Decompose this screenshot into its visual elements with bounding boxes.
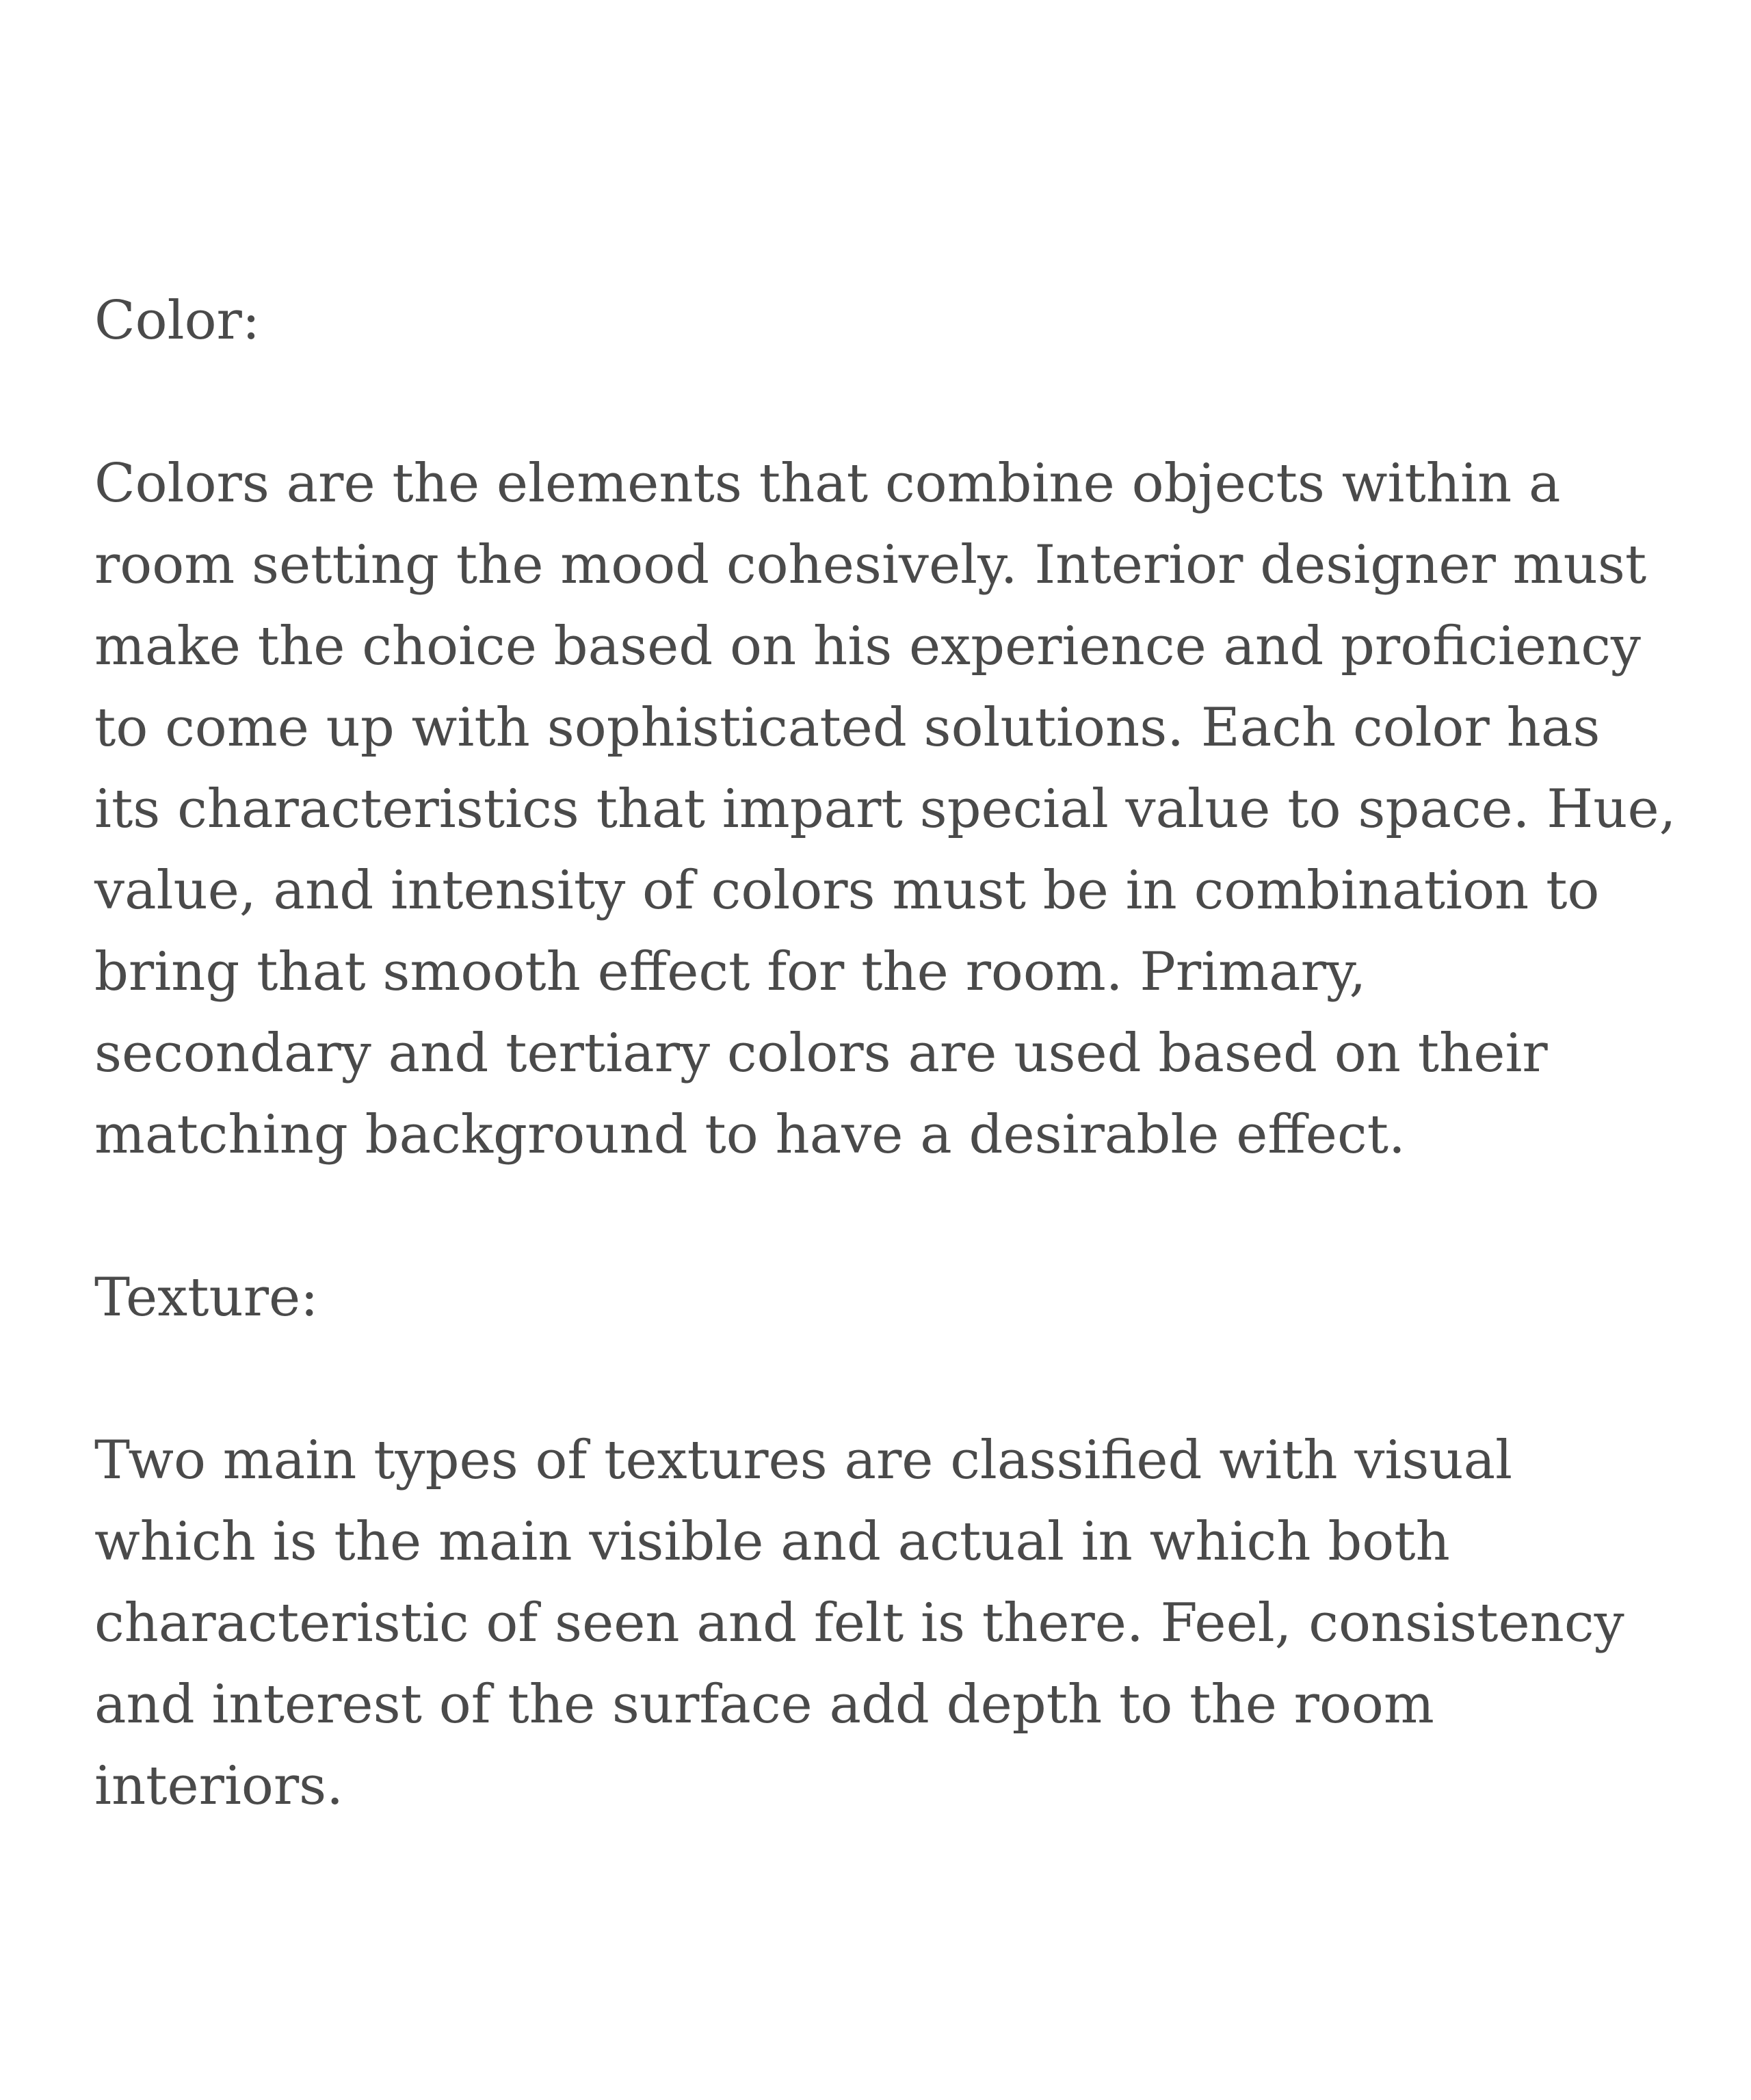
- section-texture: [94, 1257, 1709, 1827]
- paragraph-line: value, and intensity of colors must be in combination to: [94, 860, 1600, 921]
- section-paragraph-color: [94, 443, 1709, 1176]
- section-heading-color: Color:: [94, 290, 261, 352]
- paragraph-line: Two main types of textures are classified with visual: [94, 1430, 1513, 1491]
- paragraph-line: interiors.: [94, 1755, 343, 1817]
- paragraph-line: its characteristics that impart special value to space. Hue,: [94, 778, 1676, 840]
- paragraph-line: bring that smooth effect for the room. Primary,: [94, 941, 1367, 1003]
- section-color: [94, 280, 1709, 1176]
- paragraph-line: room setting the mood cohesively. Interior designer must: [94, 534, 1647, 596]
- paragraph-line: make the choice based on his experience and proficiency: [94, 616, 1641, 677]
- paragraph-line: to come up with sophisticated solutions. Each color has: [94, 697, 1601, 759]
- paragraph-line: and interest of the surface add depth to the room: [94, 1674, 1434, 1735]
- paragraph-line: secondary and tertiary colors are used based on their: [94, 1023, 1548, 1084]
- section-paragraph-texture: [94, 1420, 1709, 1827]
- paragraph-line: Colors are the elements that combine objects within a: [94, 453, 1561, 514]
- paragraph-line: which is the main visible and actual in which both: [94, 1511, 1450, 1573]
- paragraph-line: matching background to have a desirable effect.: [94, 1104, 1406, 1166]
- paragraph-line: characteristic of seen and felt is there. Feel, consistency: [94, 1592, 1624, 1654]
- section-heading-texture: Texture:: [94, 1267, 319, 1328]
- article-body: [94, 280, 1709, 1908]
